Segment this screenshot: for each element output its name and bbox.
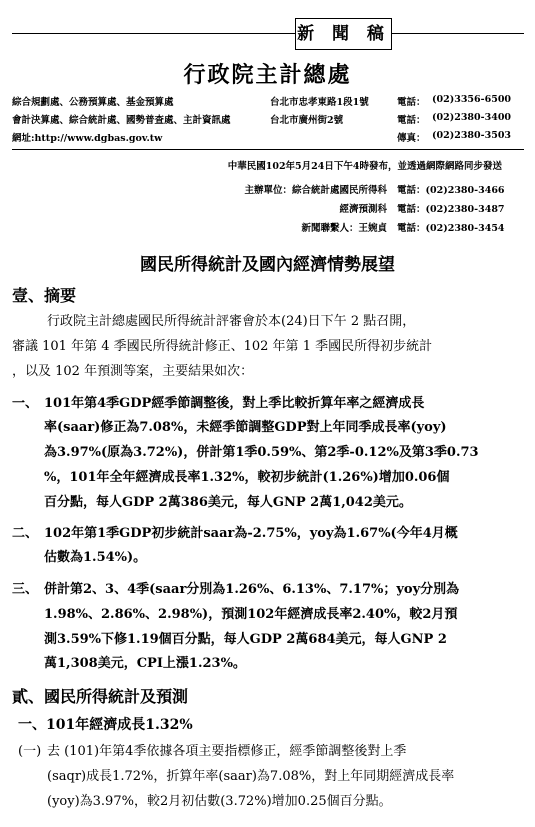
- point3-number: 三、: [12, 582, 39, 597]
- contacts-rule: [12, 149, 524, 150]
- section2-heading: 貳、國民所得統計及預測: [12, 687, 189, 706]
- section1-heading: 壹、摘要: [12, 286, 77, 305]
- point2-number: 二、: [12, 526, 39, 541]
- contact-phone-2: (02)2380-3400: [432, 112, 512, 123]
- press-release-badge: 新 聞 稿: [295, 18, 392, 50]
- unit-phone-1: 電話：(02)2380-3466: [397, 185, 505, 196]
- item1-line: (yoy)為3.97%，較2月初估數(3.72%)增加0.25個百分點。: [47, 794, 392, 809]
- point3-line: 萬1,308美元，CPI上漲1.23%。: [44, 656, 246, 671]
- point1-line: 為3.97%(原為3.72%)，併計第1季0.59%、第2季-0.12%及第3季0.73: [44, 445, 479, 460]
- header-rule-right: [390, 33, 524, 34]
- unit-label-1: 主辦單位：綜合統計處國民所得科: [244, 185, 387, 196]
- section2-subheading: 一、101年經濟成長1.32%: [18, 717, 193, 733]
- header-rule-left: [12, 33, 295, 34]
- unit-phone-2: 電話：(02)2380-3487: [397, 204, 505, 215]
- contact-phone-label-2: 電話：: [397, 115, 426, 126]
- point3-line: 測3.59%下修1.19個百分點，每人GDP 2萬684美元，每人GNP 2: [44, 632, 447, 647]
- unit-label-2: 經濟預測科: [339, 204, 387, 215]
- fax-number: (02)2380-3503: [432, 130, 512, 141]
- point1-line: 101年第4季GDP經季節調整後，對上季比較折算年率之經濟成長: [44, 396, 425, 411]
- contact-dept-1: 綜合規劃處、公務預算處、基金預算處: [12, 97, 174, 108]
- contact-person-phone: 電話：(02)2380-3454: [397, 223, 505, 234]
- point1-line: 百分點，每人GDP 2萬386美元，每人GNP 2萬1,042美元。: [44, 495, 412, 510]
- document-title: 國民所得統計及國內經濟情勢展望: [140, 255, 395, 275]
- contact-addr-1: 台北市忠孝東路1段1號: [270, 97, 369, 108]
- point3-line: 1.98%、2.86%、2.98%)，預測102年經濟成長率2.40%，較2月預: [44, 607, 458, 622]
- contact-phone-label-1: 電話：: [397, 97, 426, 108]
- point1-line: 率(saar)修正為7.08%，未經季節調整GDP對上年同季成長率(yoy): [44, 420, 447, 435]
- point1-number: 一、: [12, 396, 39, 411]
- intro-line-1: 行政院主計總處國民所得統計評審會於本(24)日下午 2 點召開，: [47, 314, 416, 329]
- item1-line: (saqr)成長1.72%，折算年率(saar)為7.08%，對上年同期經濟成長率: [47, 769, 455, 784]
- point1-line: %，101年全年經濟成長率1.32%，較初步統計(1.26%)增加0.06個: [44, 470, 450, 485]
- fax-label: 傳真：: [397, 133, 426, 144]
- website-link[interactable]: 網址:http://www.dgbas.gov.tw: [12, 133, 163, 144]
- contact-person: 新聞聯繫人：王婉貞: [301, 223, 387, 234]
- point2-line: 估數為1.54%)。: [44, 550, 147, 565]
- item1-line: 去 (101)年第4季依據各項主要指標修正，經季節調整後對上季: [47, 744, 407, 759]
- intro-line-3: ，以及 102 年預測等案，主要結果如次：: [12, 364, 254, 379]
- contact-phone-1: (02)3356-6500: [432, 94, 512, 105]
- contact-addr-2: 台北市廣州街2號: [270, 115, 344, 126]
- point2-line: 102年第1季GDP初步統計saar為-2.75%，yoy為1.67%(今年4月概: [44, 526, 458, 541]
- contact-dept-2: 會計決算處、綜合統計處、國勢普查處、主計資訊處: [12, 115, 231, 126]
- point3-line: 併計第2、3、4季(saar分別為1.26%、6.13%、7.17%；yoy分別為: [44, 582, 460, 597]
- organization-name: 行政院主計總處: [183, 62, 352, 88]
- item1-number: (一): [18, 744, 42, 759]
- intro-line-2: 審議 101 年第 4 季國民所得統計修正、102 年第 1 季國民所得初步統計: [12, 339, 433, 354]
- release-note: 中華民國102年5月24日下午4時發布，並透過網際網路同步發送: [227, 161, 502, 172]
